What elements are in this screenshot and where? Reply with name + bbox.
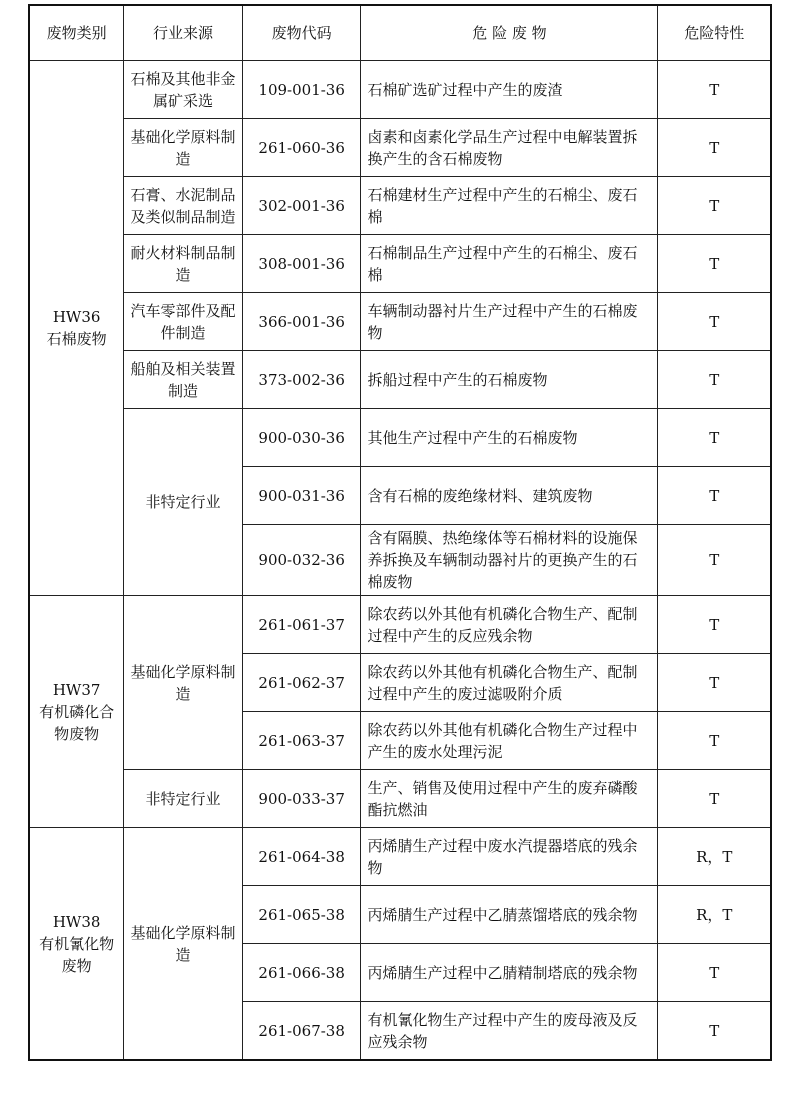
table-row (29, 596, 771, 654)
table-body (29, 61, 771, 1061)
waste-description-cell: 丙烯腈生产过程中废水汽提器塔底的残余物 (361, 828, 658, 886)
waste-description-cell: 石棉建材生产过程中产生的石棉尘、废石棉 (361, 177, 658, 235)
waste-code-cell: 302-001-36 (242, 177, 361, 235)
category-name: 有机磷化合物废物 (39, 702, 115, 743)
waste-description-cell: 丙烯腈生产过程中乙腈蒸馏塔底的残余物 (361, 886, 658, 944)
source-cell: 基础化学原料制造 (124, 119, 243, 177)
table-row (29, 828, 771, 886)
waste-code-cell: 261-062-37 (242, 654, 361, 712)
waste-code-cell: 261-065-38 (242, 886, 361, 944)
table-row (29, 409, 771, 467)
waste-code-cell: 109-001-36 (242, 61, 361, 119)
source-cell: 非特定行业 (124, 409, 243, 596)
waste-description-cell: 除农药以外其他有机磷化合物生产、配制过程中产生的反应残余物 (361, 596, 658, 654)
waste-description-cell: 丙烯腈生产过程中乙腈精制塔底的残余物 (361, 944, 658, 1002)
waste-description-cell: 生产、销售及使用过程中产生的废弃磷酸酯抗燃油 (361, 770, 658, 828)
source-cell: 石棉及其他非金属矿采选 (124, 61, 243, 119)
header-row (29, 5, 771, 61)
category-code: HW37 (52, 680, 101, 699)
source-cell: 耐火材料制品制造 (124, 235, 243, 293)
table-row (29, 235, 771, 293)
waste-code-cell: 900-032-36 (242, 525, 361, 596)
waste-code-cell: 373-002-36 (242, 351, 361, 409)
risk-cell: T (658, 654, 771, 712)
table-row (29, 770, 771, 828)
waste-code-cell: 366-001-36 (242, 293, 361, 351)
header-category: 废物类别 (29, 5, 124, 61)
risk-cell: T (658, 596, 771, 654)
source-cell: 基础化学原料制造 (124, 828, 243, 1061)
risk-cell: T (658, 119, 771, 177)
header-code: 废物代码 (242, 5, 361, 61)
waste-code-cell: 261-061-37 (242, 596, 361, 654)
waste-code-cell: 261-064-38 (242, 828, 361, 886)
waste-code-cell: 900-033-37 (242, 770, 361, 828)
risk-cell: T (658, 525, 771, 596)
waste-description-cell: 卤素和卤素化学品生产过程中电解装置拆换产生的含石棉废物 (361, 119, 658, 177)
waste-code-cell: 261-060-36 (242, 119, 361, 177)
risk-cell: R，T (658, 886, 771, 944)
waste-description-cell: 其他生产过程中产生的石棉废物 (361, 409, 658, 467)
risk-cell: T (658, 944, 771, 1002)
source-cell: 石膏、水泥制品及类似制品制造 (124, 177, 243, 235)
waste-code-cell: 261-067-38 (242, 1002, 361, 1061)
risk-cell: T (658, 712, 771, 770)
risk-cell: T (658, 235, 771, 293)
waste-description-cell: 拆船过程中产生的石棉废物 (361, 351, 658, 409)
table-row (29, 119, 771, 177)
risk-cell: T (658, 351, 771, 409)
table-row (29, 61, 771, 119)
waste-description-cell: 有机氰化物生产过程中产生的废母液及反应残余物 (361, 1002, 658, 1061)
table-row (29, 351, 771, 409)
category-cell (29, 61, 124, 596)
waste-code-cell: 261-066-38 (242, 944, 361, 1002)
header-source: 行业来源 (124, 5, 243, 61)
waste-description-cell: 除农药以外其他有机磷化合物生产、配制过程中产生的废过滤吸附介质 (361, 654, 658, 712)
hazardous-waste-table (28, 4, 772, 1061)
source-cell: 船舶及相关装置制造 (124, 351, 243, 409)
waste-description-cell: 石棉矿选矿过程中产生的废渣 (361, 61, 658, 119)
category-name: 有机氰化物废物 (39, 934, 115, 975)
risk-cell: T (658, 770, 771, 828)
source-cell: 非特定行业 (124, 770, 243, 828)
category-name: 石棉废物 (46, 330, 107, 348)
waste-description-cell: 石棉制品生产过程中产生的石棉尘、废石棉 (361, 235, 658, 293)
waste-code-cell: 900-031-36 (242, 467, 361, 525)
category-code: HW38 (52, 912, 101, 931)
header-risk: 危险特性 (658, 5, 771, 61)
risk-cell: T (658, 61, 771, 119)
table-row (29, 177, 771, 235)
risk-cell: R，T (658, 828, 771, 886)
table-row (29, 293, 771, 351)
waste-code-cell: 308-001-36 (242, 235, 361, 293)
header-waste: 危 险 废 物 (361, 5, 658, 61)
waste-description-cell: 含有石棉的废绝缘材料、建筑废物 (361, 467, 658, 525)
waste-description-cell: 除农药以外其他有机磷化合物生产过程中产生的废水处理污泥 (361, 712, 658, 770)
source-cell: 汽车零部件及配件制造 (124, 293, 243, 351)
waste-description-cell: 车辆制动器衬片生产过程中产生的石棉废物 (361, 293, 658, 351)
risk-cell: T (658, 293, 771, 351)
risk-cell: T (658, 409, 771, 467)
waste-code-cell: 261-063-37 (242, 712, 361, 770)
waste-code-cell: 900-030-36 (242, 409, 361, 467)
risk-cell: T (658, 177, 771, 235)
risk-cell: T (658, 467, 771, 525)
risk-cell: T (658, 1002, 771, 1061)
source-cell: 基础化学原料制造 (124, 596, 243, 770)
category-cell (29, 596, 124, 828)
category-cell (29, 828, 124, 1061)
category-code: HW36 (52, 308, 101, 326)
waste-description-cell: 含有隔膜、热绝缘体等石棉材料的设施保养拆换及车辆制动器衬片的更换产生的石棉废物 (361, 525, 658, 596)
